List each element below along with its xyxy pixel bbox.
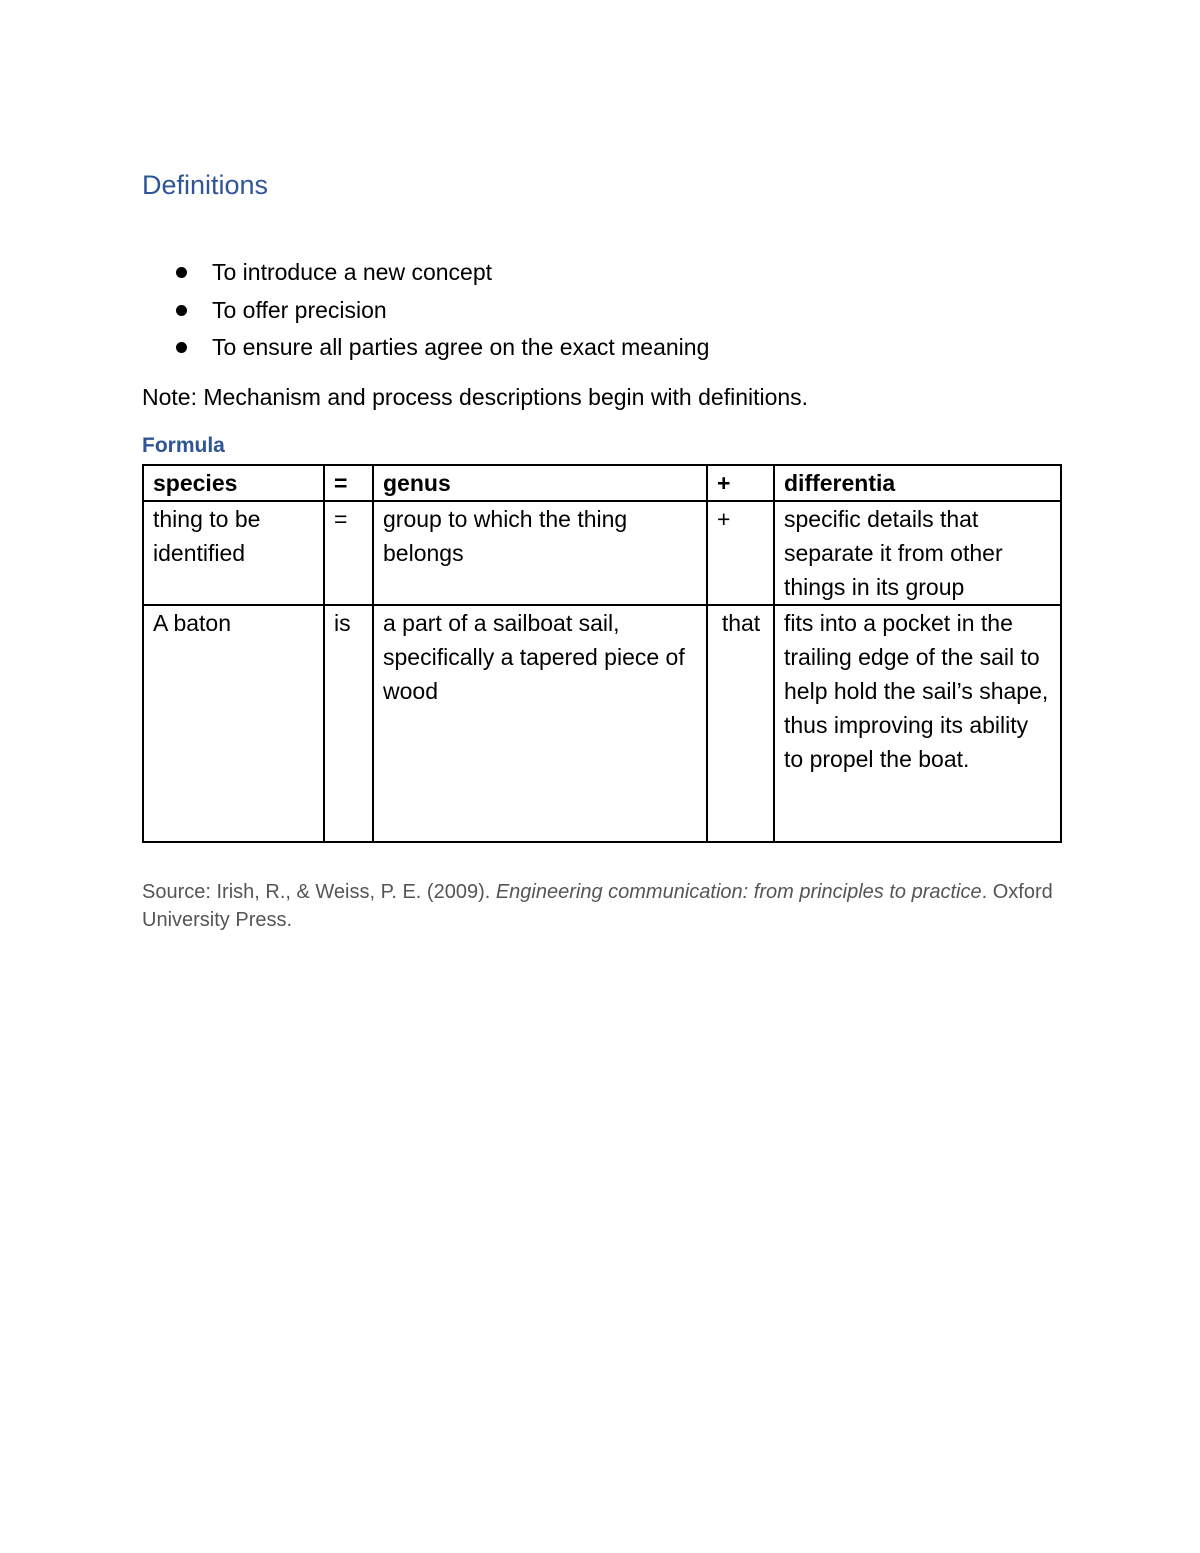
- list-item: [142, 329, 709, 367]
- table-cell: =: [324, 501, 373, 605]
- list-item: [142, 254, 709, 292]
- table-row: [143, 501, 1061, 605]
- note-text: Note: Mechanism and process descriptions begin with definitions.: [142, 384, 809, 410]
- header-cell-differentia: differentia: [774, 465, 1061, 501]
- table-cell: specific details that separate it from other things in its group: [774, 501, 1061, 605]
- header-cell-plus: +: [707, 465, 774, 501]
- section-heading: Definitions: [142, 170, 269, 200]
- table-cell: that: [707, 605, 774, 842]
- list-item-text: To ensure all parties agree on the exact meaning: [212, 334, 710, 360]
- header-cell-equals: =: [324, 465, 373, 501]
- list-item: [142, 292, 709, 330]
- formula-heading: Formula: [142, 434, 225, 457]
- source-citation: [142, 878, 1072, 934]
- table-cell: group to which the thing belongs: [373, 501, 707, 605]
- bullet-icon: [176, 305, 187, 316]
- list-item-text: To offer precision: [212, 296, 387, 323]
- table-cell: is: [324, 605, 373, 842]
- table-cell: fits into a pocket in the trailing edge of the sail to help hold the sail’s shape, thus improving its ability to propel the boat.: [774, 605, 1061, 842]
- formula-table: [142, 464, 1062, 843]
- citation-title: Engineering communication: from principles to practice: [495, 881, 982, 903]
- table-header-row: [143, 465, 1061, 501]
- purpose-list: [142, 254, 709, 367]
- table-row: [143, 605, 1061, 842]
- citation-suffix: . Oxford University Press.: [142, 881, 1053, 931]
- table-cell: a part of a sailboat sail, specifically a tapered piece of wood: [373, 605, 707, 842]
- list-item-text: To introduce a new concept: [212, 259, 493, 285]
- table-cell: thing to be identified: [143, 501, 324, 605]
- bullet-icon: [176, 342, 187, 353]
- citation-prefix: Source: Irish, R., & Weiss, P. E. (2009).: [142, 881, 496, 903]
- table-cell: A baton: [143, 605, 324, 842]
- bullet-icon: [176, 267, 187, 278]
- table-cell: +: [707, 501, 774, 605]
- header-cell-species: species: [143, 465, 324, 501]
- header-cell-genus: genus: [373, 465, 707, 501]
